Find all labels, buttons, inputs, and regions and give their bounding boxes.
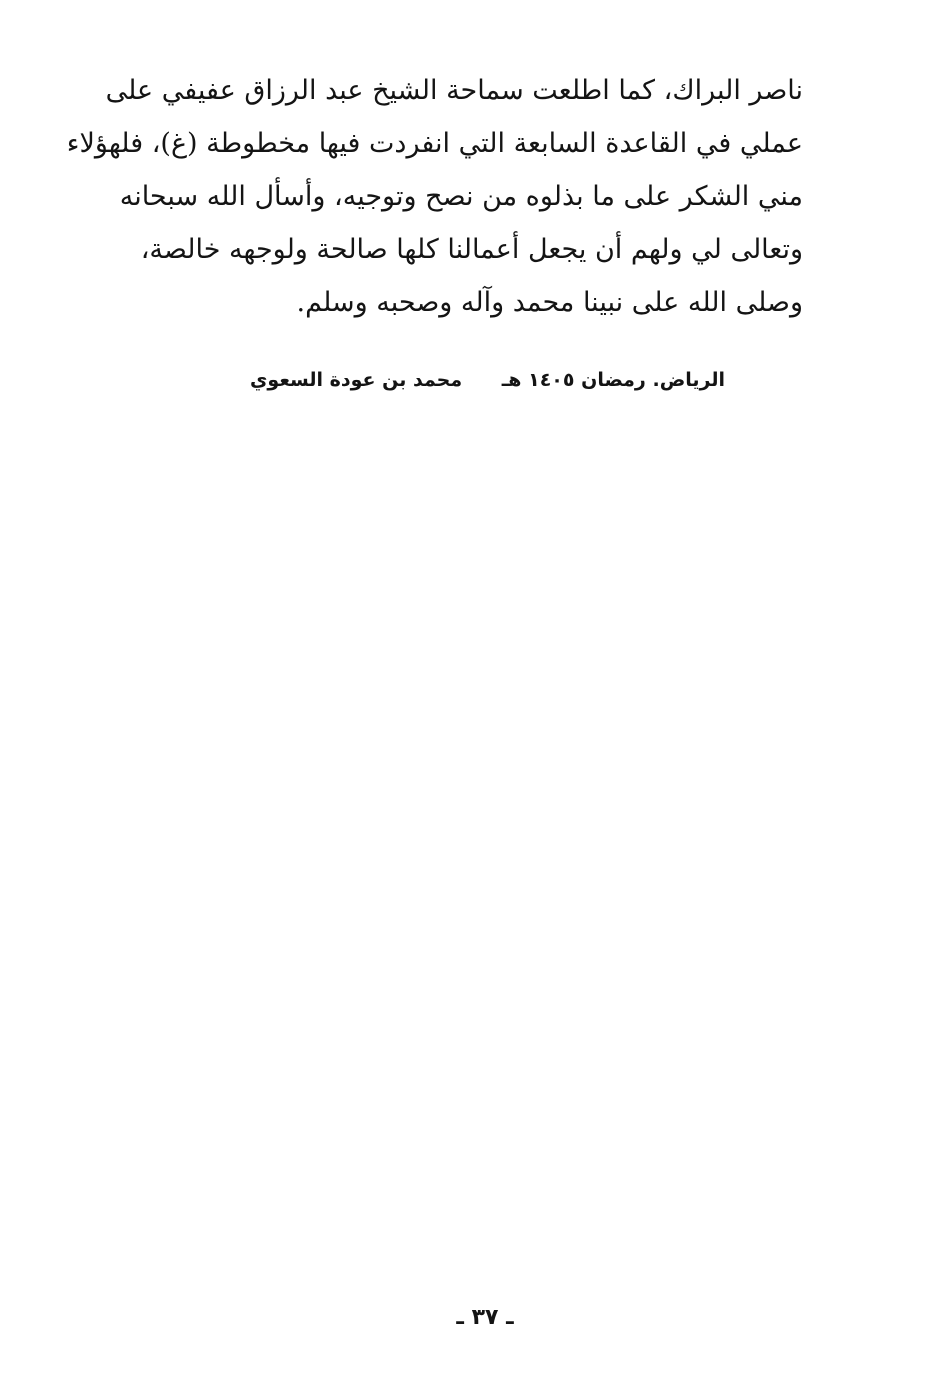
author-name: محمد بن عودة السعوي	[250, 369, 463, 391]
page-number: ـ ٣٧ ـ	[456, 1305, 514, 1330]
paragraph-line: مني الشكر على ما بذلوه من نصح وتوجيه، وأسأل الله سبحانه	[119, 181, 803, 212]
paragraph-line: وتعالى لي ولهم أن يجعل أعمالنا كلها صالحة ولوجهه خالصة،	[140, 234, 803, 265]
body-paragraph	[66, 64, 803, 329]
paragraph-line: وصلى الله على نبينا محمد وآله وصحبه وسلم.	[296, 287, 803, 318]
place-and-date: الرياض. رمضان ١٤٠٥ هـ	[501, 369, 725, 391]
paragraph-line: ناصر البراك، كما اطلعت سماحة الشيخ عبد الرزاق عفيفي على	[105, 75, 803, 106]
signature-block	[250, 362, 725, 398]
paragraph-line: عملي في القاعدة السابعة التي انفردت فيها مخطوطة (غ)، فلهؤلاء	[66, 128, 803, 159]
